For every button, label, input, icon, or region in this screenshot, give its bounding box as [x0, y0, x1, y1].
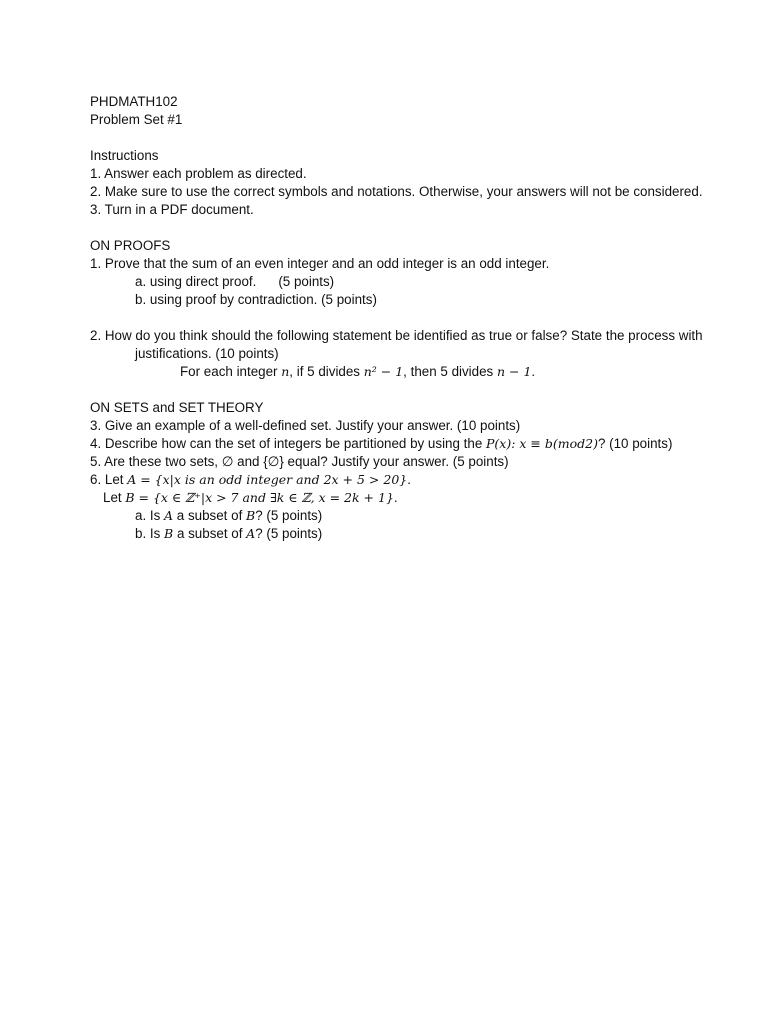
question-2: 2. How do you think should the following statement be identified as true or false? State the process with	[90, 328, 703, 343]
punctuation: .	[393, 490, 398, 505]
question-1a-points: (5 points)	[278, 274, 335, 289]
question-1: 1. Prove that the sum of an even integer and an odd integer is an odd integer.	[90, 256, 550, 271]
question-4-points: ? (10 points)	[597, 436, 673, 451]
course-code: PHDMATH102	[90, 94, 178, 109]
math-n: n	[281, 364, 290, 379]
instruction-item: 1. Answer each problem as directed.	[90, 166, 307, 181]
question-6a	[90, 507, 730, 525]
problem-set-title: Problem Set #1	[90, 112, 183, 127]
instructions-heading: Instructions	[90, 148, 159, 163]
math-b: B	[246, 508, 256, 523]
statement-text: , then 5 divides	[403, 364, 497, 379]
math-a: A	[246, 526, 256, 541]
question-6b	[90, 525, 730, 543]
math-predicate: P(x): x ≡ b(mod2)	[486, 436, 598, 451]
question-3: 3. Give an example of a well-defined set. Justify your answer. (10 points)	[90, 418, 521, 433]
problem-set-body	[90, 93, 730, 543]
proofs-heading: ON PROOFS	[90, 238, 171, 253]
instruction-item: 3. Turn in a PDF document.	[90, 202, 254, 217]
question-6-text: 6. Let	[90, 472, 128, 487]
question-6b-text: a subset of	[173, 526, 247, 541]
set-a-definition: A = {x|x is an odd integer and 2x + 5 > 20}	[127, 472, 408, 487]
question-1b: b. using proof by contradiction. (5 points)	[135, 292, 377, 307]
question-6-set-b	[90, 489, 730, 507]
instruction-item: 2. Make sure to use the correct symbols and notations. Otherwise, your answers will not be considered.	[90, 184, 703, 199]
statement-text: For each integer	[180, 364, 282, 379]
statement-text: .	[531, 364, 536, 379]
math-expression: n − 1	[496, 364, 532, 379]
statement-text: , if 5 divides	[289, 364, 364, 379]
question-6b-text: Let	[103, 490, 126, 505]
math-b: B	[164, 526, 174, 541]
question-6	[90, 471, 730, 489]
math-a: A	[164, 508, 174, 523]
question-6a-points: ? (5 points)	[255, 508, 323, 523]
question-6a-text: a subset of	[173, 508, 247, 523]
question-1a-label: a. using direct proof.	[135, 274, 257, 289]
question-4	[90, 435, 730, 453]
question-4-text: 4. Describe how can the set of integers be partitioned by using the	[90, 436, 487, 451]
set-b-definition: B = {x ∈ ℤ⁺|x > 7 and ∃k ∈ ℤ, x = 2k + 1}	[125, 490, 394, 505]
math-expression: n² − 1	[363, 364, 404, 379]
question-1a	[90, 273, 730, 291]
question-2-statement	[90, 363, 730, 381]
question-2-continued: justifications. (10 points)	[135, 346, 279, 361]
question-6b-text: b. Is	[135, 526, 165, 541]
sets-heading: ON SETS and SET THEORY	[90, 400, 264, 415]
punctuation: .	[407, 472, 411, 487]
question-6a-text: a. Is	[135, 508, 165, 523]
question-6b-points: ? (5 points)	[255, 526, 323, 541]
question-5: 5. Are these two sets, ∅ and {∅} equal? Justify your answer. (5 points)	[90, 454, 509, 469]
